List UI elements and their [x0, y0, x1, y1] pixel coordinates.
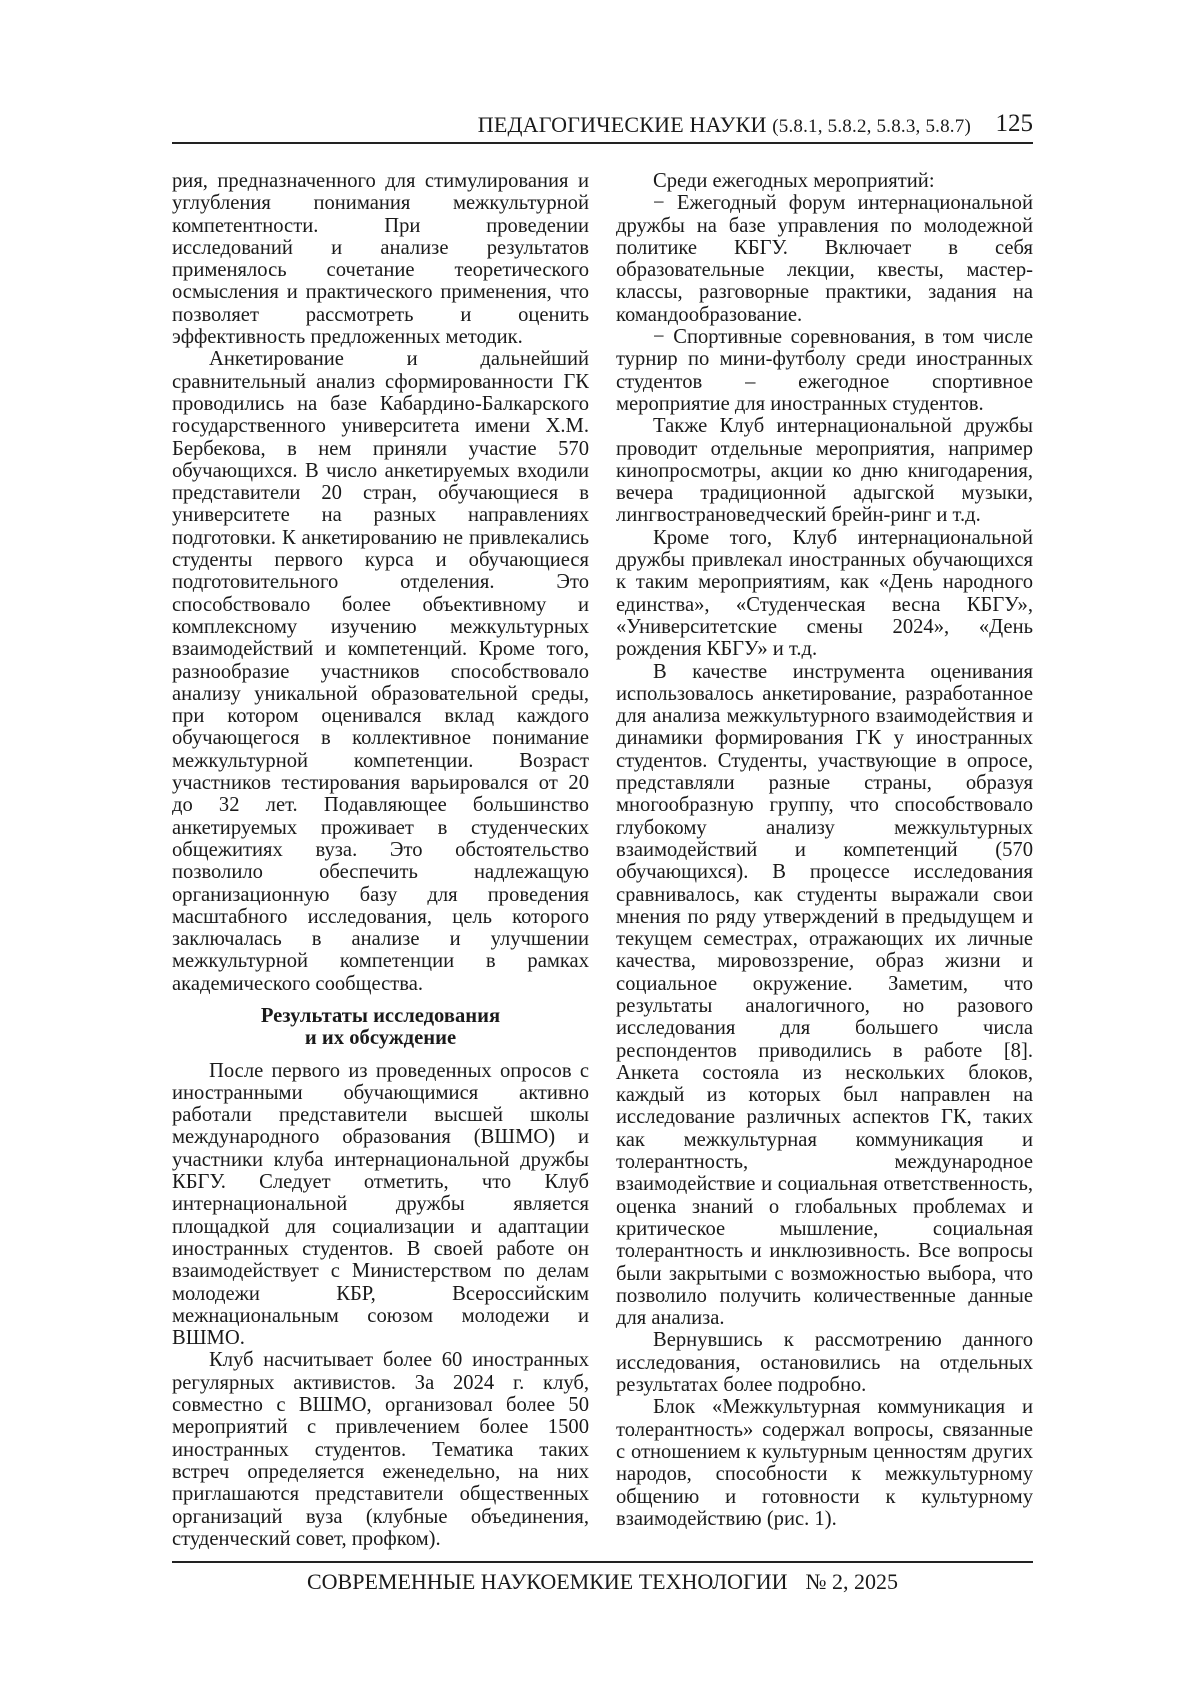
list-item: − Ежегодный форум интернациональной дружбы на базе управления по молодежной политике КБГУ. Включает в себя образовательные лекции, квесты, мастер-классы, разговорные практики, задания на командообразование. [616, 192, 1033, 326]
left-column [172, 170, 589, 1550]
section-name: ПЕДАГОГИЧЕСКИЕ НАУКИ [477, 112, 767, 137]
section-heading [172, 1005, 589, 1050]
running-footer [172, 1561, 1033, 1595]
paragraph: Блок «Межкультурная коммуникация и толерантность» содержал вопросы, связанные с отношением к культурным ценностям других народов, способности к межкультурному общению и готовности к культурному взаимодействию (рис. 1). [616, 1396, 1033, 1530]
section-title [478, 112, 971, 138]
paragraph: В качестве инструмента оценивания использовалось анкетирование, разработанное для анализа межкультурного взаимодействия и динамики формирования ГК у иностранных студентов. Студенты, участвующие в опросе, представляли разные страны, образуя многообразную группу, что способствовало глубокому анализу межкультурных взаимодействий и компетенций (570 обучающихся). В процессе исследования сравнивалось, как студенты выражали свои мнения по ряду утверждений в предыдущем и текущем семестрах, отражающих их личные качества, мировоззрение, образ жизни и социальное окружение. Заметим, что результаты аналогичного, но разового исследования для большего числа респондентов приводились в работе [8]. Анкета состояла из нескольких блоков, каждый из которых был направлен на исследование различных аспектов ГК, таких как межкультурная коммуникация и толерантность, международное взаимодействие и социальная ответственность, оценка знаний о глобальных проблемах и критическое мышление, социальная толерантность и инклюзивность. Все вопросы были закрытыми с возможностью выбора, что позволило получить количественные данные для анализа. [616, 660, 1033, 1330]
right-column [616, 170, 1033, 1530]
section-codes: (5.8.1, 5.8.2, 5.8.3, 5.8.7) [772, 116, 971, 137]
heading-line: Результаты исследования [260, 1004, 501, 1027]
journal-issue: № 2, 2025 [805, 1569, 898, 1594]
paragraph: Анкетирование и дальнейший сравнительный анализ сформированности ГК проводились на базе Кабардино-Балкарского государственного университета имени Х.М. Бербекова, в нем приняли участие 570 обучающихся. В число анкетируемых входили представители 20 стран, обучающиеся в университете на разных направлениях подготовки. К анкетированию не привлекались студенты первого курса и обучающиеся подготовительного отделения. Это способствовало более объективному и комплексному изучению межкультурных взаимодействий и компетенций. Кроме того, разнообразие участников способствовало анализу уникальной образовательной среды, при котором оценивался вклад каждого обучающегося в коллективное понимание межкультурной компетенции. Возраст участников тестирования варьировался от 20 до 32 лет. Подавляющее большинство анкетируемых проживает в студенческих общежитиях вуза. Это обстоятельство позволило обеспечить надлежащую организационную базу для проведения масштабного исследования, цель которого заключалась в анализе и улучшении межкультурной компетенции в рамках академического сообщества. [172, 348, 589, 995]
page-number: 125 [995, 110, 1033, 137]
paragraph: Среди ежегодных мероприятий: [653, 170, 935, 192]
paragraph: Кроме того, Клуб интернациональной дружбы привлекал иностранных обучающихся к таким мероприятиям, как «День народного единства», «Студенческая весна КБГУ», «Университетские смены 2024», «День рождения КБГУ» и т.д. [616, 526, 1033, 661]
paragraph: После первого из проведенных опросов с иностранными обучающимися активно работали представители высшей школы международного образования (ВШМО) и участники клуба интернациональной дружбы КБГУ. Следует отметить, что Клуб интернациональной дружбы является площадкой для социализации и адаптации иностранных студентов. В своей работе он взаимодействует с Министерством по делам молодежи КБР, Всероссийским межнациональным союзом молодежи и ВШМО. [172, 1059, 589, 1350]
paragraph: Также Клуб интернациональной дружбы проводит отдельные мероприятия, например кинопросмотры, акции ко дню книгодарения, вечера традиционной адыгской музыки, лингвострановедческий брейн-ринг и т.д. [616, 415, 1033, 527]
list-item: − Спортивные соревнования, в том числе турнир по мини-футболу среди иностранных студентов – ежегодное спортивное мероприятие для иностранных студентов. [616, 326, 1033, 415]
journal-title: СОВРЕМЕННЫЕ НАУКОЕМКИЕ ТЕХНОЛОГИИ [307, 1569, 788, 1594]
heading-line: и их обсуждение [304, 1027, 457, 1050]
paragraph: Вернувшись к рассмотрению данного исследования, остановились на отдельных результатах более подробно. [616, 1329, 1033, 1397]
running-header [172, 110, 1033, 144]
paragraph: рия, предназначенного для стимулирования и углубления понимания межкультурной компетентности. При проведении исследований и анализе результатов применялось сочетание теоретического осмысления и практического применения, что позволяет рассмотреть и оценить эффективность предложенных методик. [172, 170, 589, 349]
paragraph: Клуб насчитывает более 60 иностранных регулярных активистов. За 2024 г. клуб, совместно с ВШМО, организовал более 50 мероприятий с привлечением более 1500 иностранных студентов. Тематика таких встреч определяется еженедельно, на них приглашаются представители общественных организаций вуза (клубные объединения, студенческий совет, профком). [172, 1349, 589, 1550]
